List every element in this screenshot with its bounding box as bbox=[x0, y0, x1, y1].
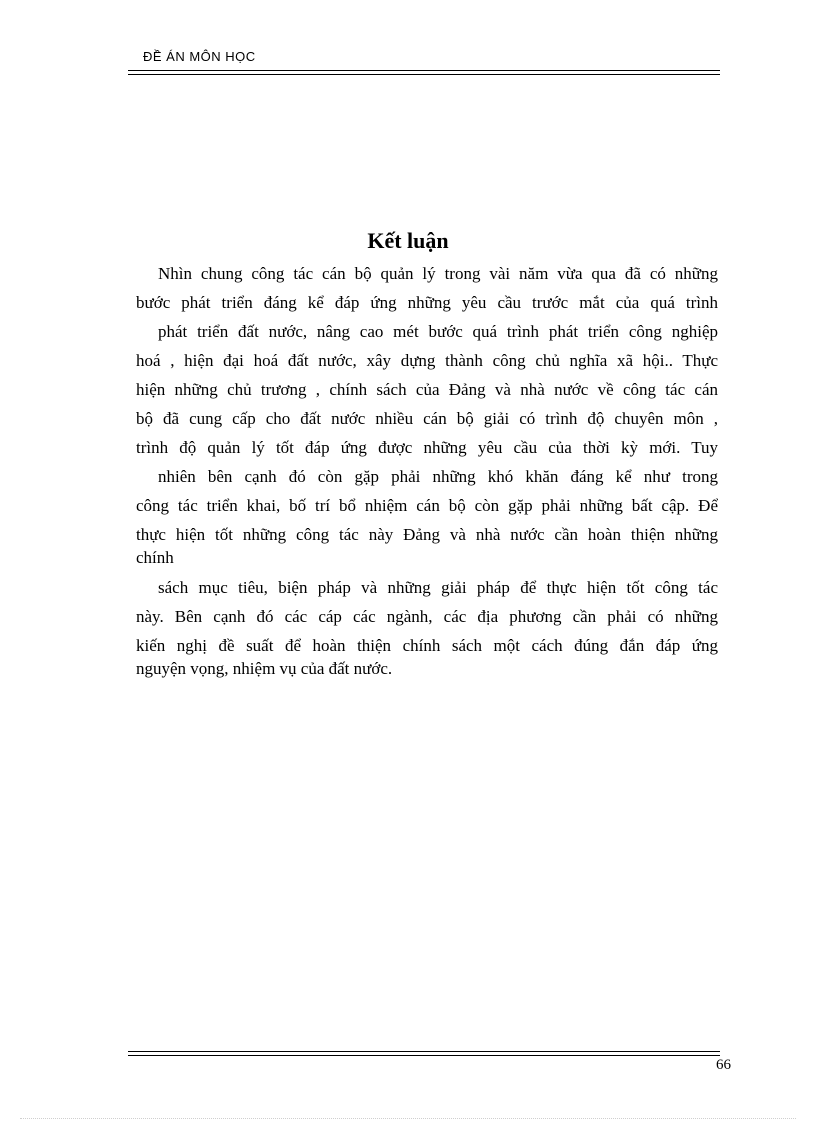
text-line: sách mục tiêu, biện pháp và những giải pháp để thực hiện tốt công tác bbox=[158, 578, 718, 597]
text-line: này. Bên cạnh đó các cáp các ngành, các địa phương cần phải có những bbox=[136, 607, 718, 626]
page-edge-divider bbox=[20, 1118, 796, 1119]
text-line: bộ đã cung cấp cho đất nước nhiều cán bộ giải có trình độ chuyên môn , bbox=[136, 409, 718, 428]
text-line: hiện những chủ trương , chính sách của Đảng và nhà nước về công tác cán bbox=[136, 380, 718, 399]
text-line: bước phát triển đáng kể đáp ứng những yêu cầu trước mắt của quá trình bbox=[136, 293, 718, 312]
text-line: công tác triển khai, bố trí bổ nhiệm cán bộ còn gặp phải những bất cập. Để bbox=[136, 496, 718, 515]
text-line: thực hiện tốt những công tác này Đảng và nhà nước cần hoàn thiện những bbox=[136, 525, 718, 544]
text-line: phát triển đất nước, nâng cao mét bước quá trình phát triển công nghiệp bbox=[158, 322, 718, 341]
header-title: ĐỀ ÁN MÔN HỌC bbox=[143, 49, 256, 64]
footer-rule bbox=[128, 1051, 720, 1056]
text-line: nguyện vọng, nhiệm vụ của đất nước. bbox=[136, 659, 393, 678]
text-line: kiến nghị đề suất để hoàn thiện chính sách một cách đúng đắn đáp ứng bbox=[136, 636, 718, 655]
section-title: Kết luận bbox=[367, 228, 449, 253]
text-line: nhiên bên cạnh đó còn gặp phải những khó khăn đáng kể như trong bbox=[158, 467, 718, 486]
text-line: Nhìn chung công tác cán bộ quản lý trong vài năm vừa qua đã có những bbox=[158, 264, 718, 283]
header-rule bbox=[128, 70, 720, 75]
text-line: chính bbox=[136, 548, 174, 567]
page-number: 66 bbox=[716, 1057, 731, 1073]
text-line: hoá , hiện đại hoá đất nước, xây dựng thành công chủ nghĩa xã hội.. Thực bbox=[136, 351, 718, 370]
text-line: trình độ quản lý tốt đáp ứng được những yêu cầu của thời kỳ mới. Tuy bbox=[136, 438, 718, 457]
